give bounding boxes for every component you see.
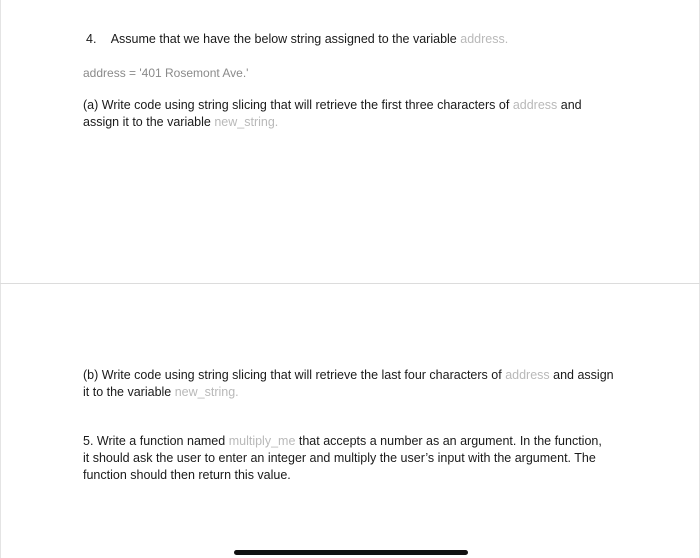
question-5-function-name: multiply_me (228, 434, 296, 448)
part-a-line-2 (83, 114, 278, 131)
part-b-line-1-text: (b) Write code using string slicing that will retrieve the last four characters of (83, 368, 502, 382)
question-5-line-1-end: that accepts a number as an argument. In the function, (298, 434, 602, 448)
part-b-line-1 (83, 367, 614, 384)
address-assignment-code: address = '401 Rosemont Ave.' (83, 66, 249, 80)
part-b-line-2 (83, 384, 239, 401)
part-b-line-2-text: it to the variable (83, 385, 172, 399)
question-4-number: 4. (86, 32, 97, 46)
page-divider (0, 283, 700, 284)
part-a-line-1 (83, 97, 582, 114)
part-a-line-2-text: assign it to the variable (83, 115, 211, 129)
part-b-line-1-end: and assign (553, 368, 614, 382)
question-5-line-2: it should ask the user to enter an integer and multiply the user’s input with the argument. The (83, 451, 596, 465)
question-5-line-1 (83, 433, 602, 450)
part-a-line-2-variable: new_string. (214, 115, 279, 129)
part-b-line-2-variable: new_string. (174, 385, 239, 399)
part-a-line-1-variable: address (512, 98, 558, 112)
question-4-intro: Assume that we have the below string assigned to the variable (110, 32, 457, 46)
question-4-intro-variable: address. (460, 32, 509, 46)
part-a-line-1-text: (a) Write code using string slicing that will retrieve the first three characters of (83, 98, 510, 112)
question-5-line-3: function should then return this value. (83, 468, 291, 482)
part-b-line-1-variable: address (505, 368, 550, 382)
home-indicator-bar[interactable] (234, 550, 468, 555)
question-5-line-1-text: 5. Write a function named (83, 434, 226, 448)
question-4-heading (86, 31, 508, 48)
part-a-line-1-end: and (560, 98, 582, 112)
